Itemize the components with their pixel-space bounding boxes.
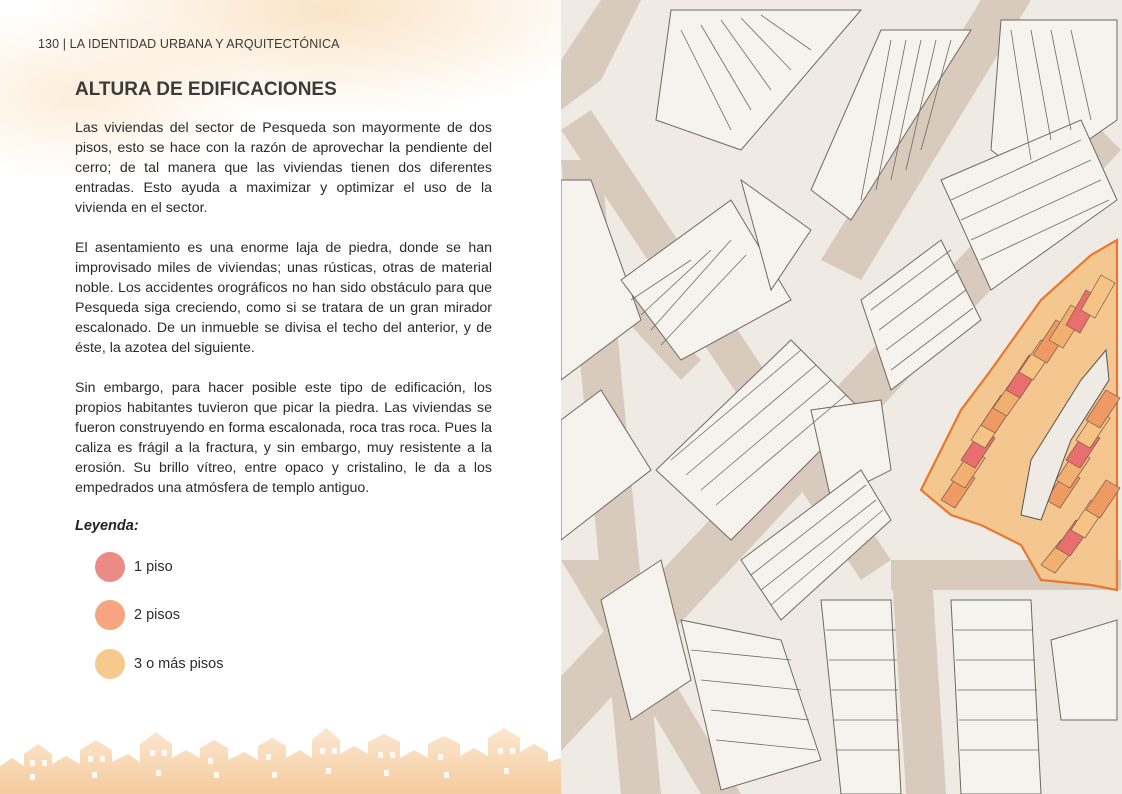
paragraph-2: El asentamiento es una enorme laja de piedra, donde se han improvisado miles de viviendas; unas rústicas, otras de material noble. Los accidentes orográficos no han sido obstáculo para que Pesqueda siga creciendo, como si se tratara de un gran mirador escalonado. De un inmueble se divisa el techo del anterior, y de éste, la azotea del siguiente. [75, 240, 492, 356]
legend-item-1-piso [95, 552, 173, 582]
skyline-illustration [0, 714, 561, 794]
paragraph-1: Las viviendas del sector de Pesqueda son mayormente de dos pisos, esto se hace con la razón de aprovechar la pendiente del cerro; de tal manera que las viviendas tienen dos diferentes entradas. Esto ayuda a maximizar y optimizar el uso de la vivienda en el sector. [75, 120, 492, 216]
building-height-map [561, 0, 1122, 794]
page-header: 130 | LA IDENTIDAD URBANA Y ARQUITECTÓNICA [38, 37, 340, 51]
legend-swatch-1-piso [95, 552, 125, 582]
body-text [75, 118, 492, 518]
legend-label-2-pisos: 2 pisos [134, 607, 180, 623]
map-page [561, 0, 1122, 794]
section-title: ALTURA DE EDIFICACIONES [75, 79, 337, 100]
legend-swatch-3-pisos [95, 649, 125, 679]
legend-swatch-2-pisos [95, 600, 125, 630]
paragraph-3: Sin embargo, para hacer posible este tipo de edificación, los propios habitantes tuvieron que picar la piedra. Las viviendas se fueron construyendo en forma escalonada, roca tras roca. Pues la caliza es frágil a la fractura, y sin embargo, muy resistente a la erosión. Su brillo vítreo, entre opaco y cristalino, le da a los empedrados una atmósfera de templo antiguo. [75, 380, 492, 496]
legend-label-1-piso: 1 piso [134, 559, 173, 575]
legend-item-3-pisos [95, 649, 223, 679]
block [951, 600, 1041, 794]
legend-item-2-pisos [95, 600, 180, 630]
legend-title: Leyenda: [75, 518, 139, 534]
legend-label-3-pisos: 3 o más pisos [134, 656, 224, 672]
